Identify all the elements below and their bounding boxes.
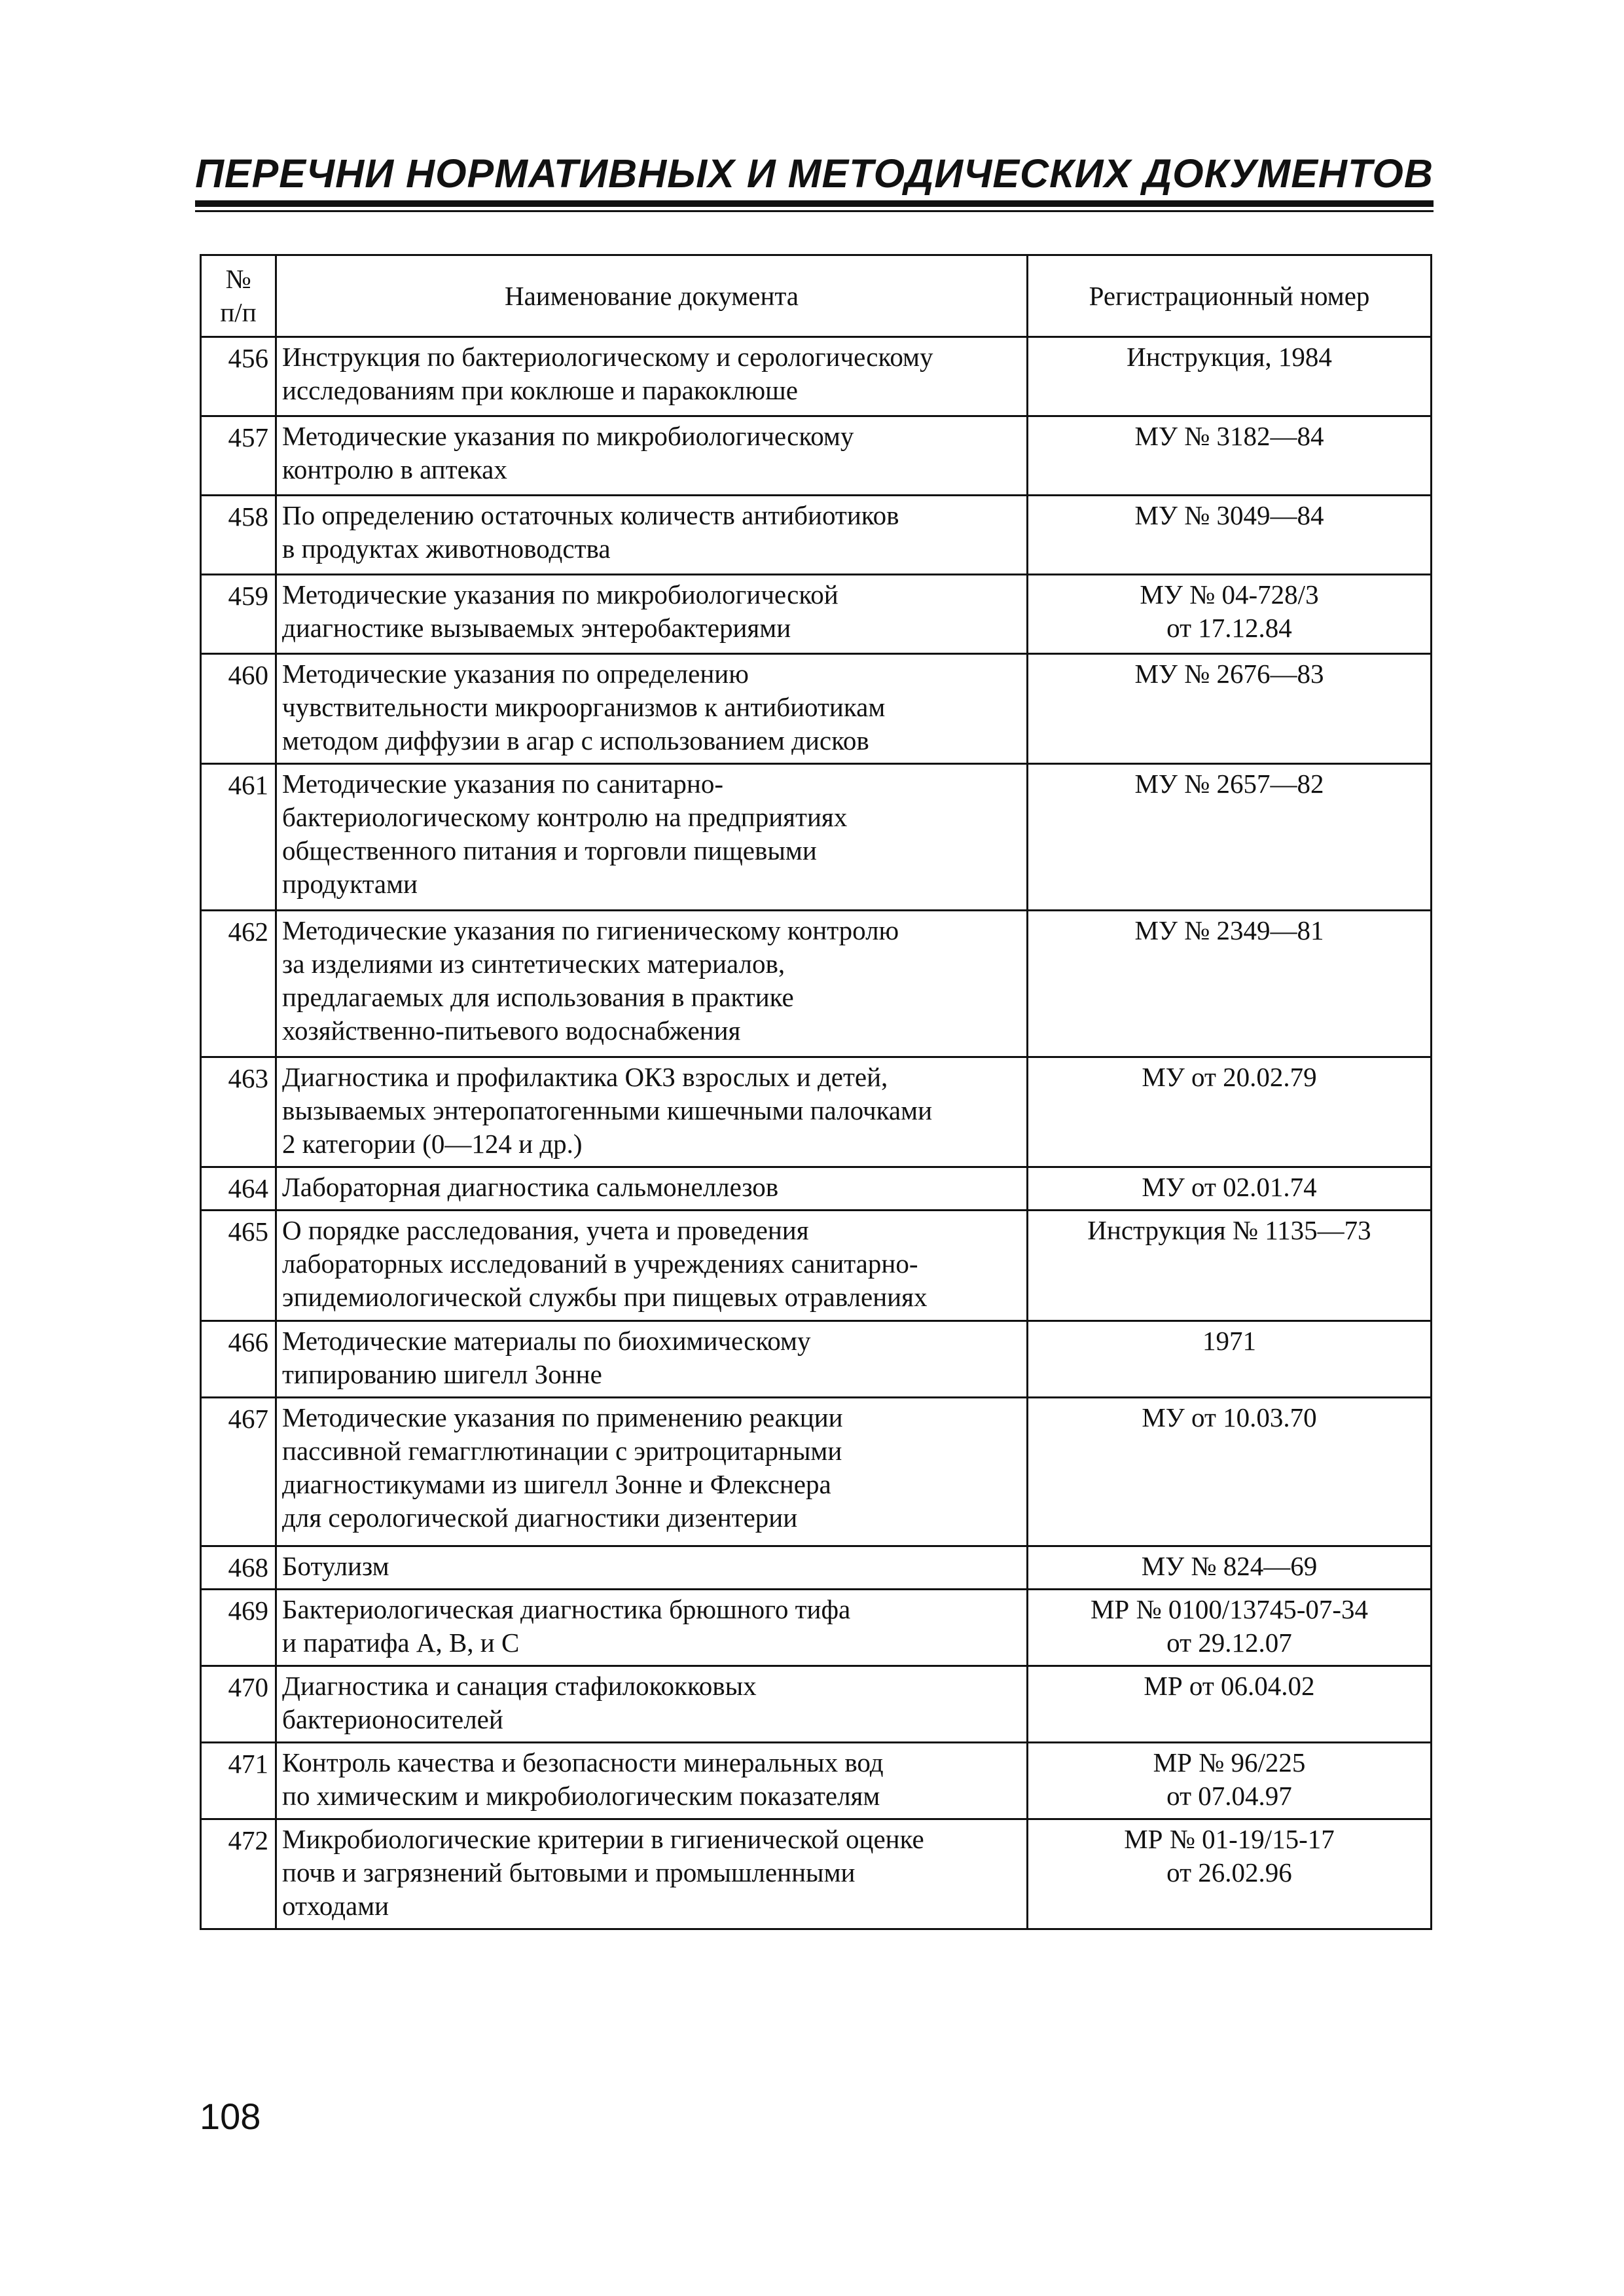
row-number: 472 — [201, 1819, 276, 1929]
header-name: Наименование документа — [276, 255, 1028, 337]
document-name: Диагностика и санация стафилококковых бактерионосителей — [276, 1666, 1028, 1743]
registration-number: МУ № 3049—84 — [1028, 496, 1432, 575]
table-row — [201, 1666, 1432, 1743]
table-row — [201, 1167, 1432, 1211]
registration-number: 1971 — [1028, 1321, 1432, 1398]
row-number: 461 — [201, 764, 276, 911]
document-name: Контроль качества и безопасности минеральных вод по химическим и микробиологическим показателям — [276, 1743, 1028, 1819]
registration-number: МР № 96/225 от 07.04.97 — [1028, 1743, 1432, 1819]
header-rule-thin — [195, 210, 1434, 212]
document-name: Диагностика и профилактика ОКЗ взрослых и детей, вызываемых энтеропатогенными кишечными палочками 2 категории (0—124 и др.) — [276, 1057, 1028, 1167]
registration-number: МУ от 02.01.74 — [1028, 1167, 1432, 1211]
table-row — [201, 1590, 1432, 1666]
document-name: Методические указания по гигиеническому контролю за изделиями из синтетических материалов, предлагаемых для использования в практике хозяйственно-питьевого водоснабжения — [276, 911, 1028, 1057]
row-number: 462 — [201, 911, 276, 1057]
registration-number: МУ № 2676—83 — [1028, 654, 1432, 764]
document-name: Методические указания по применению реакции пассивной гемагглютинации с эритроцитарными диагностикумами из шигелл Зонне и Флекснера для серологической диагностики дизентерии — [276, 1398, 1028, 1546]
table-row — [201, 1321, 1432, 1398]
document-name: Инструкция по бактериологическому и серологическому исследованиям при коклюше и паракоклюше — [276, 337, 1028, 416]
row-number: 465 — [201, 1211, 276, 1321]
document-name: Методические указания по определению чувствительности микроорганизмов к антибиотикам методом диффузии в агар с использованием дисков — [276, 654, 1028, 764]
registration-number: Инструкция, 1984 — [1028, 337, 1432, 416]
row-number: 469 — [201, 1590, 276, 1666]
row-number: 471 — [201, 1743, 276, 1819]
page-header — [195, 149, 1434, 212]
table-row — [201, 1819, 1432, 1929]
registration-number: Инструкция № 1135—73 — [1028, 1211, 1432, 1321]
row-number: 467 — [201, 1398, 276, 1546]
row-number: 466 — [201, 1321, 276, 1398]
table-row — [201, 337, 1432, 416]
table-row — [201, 1546, 1432, 1590]
table-row — [201, 911, 1432, 1057]
registration-number: МР № 0100/13745-07-34 от 29.12.07 — [1028, 1590, 1432, 1666]
header-reg: Регистрационный номер — [1028, 255, 1432, 337]
registration-number: МУ № 3182—84 — [1028, 416, 1432, 496]
table-row — [201, 416, 1432, 496]
registration-number: МУ от 20.02.79 — [1028, 1057, 1432, 1167]
row-number: 470 — [201, 1666, 276, 1743]
document-name: Методические указания по микробиологическому контролю в аптеках — [276, 416, 1028, 496]
registration-number: МУ № 04-728/3 от 17.12.84 — [1028, 575, 1432, 654]
table-row — [201, 1743, 1432, 1819]
registration-number: МУ № 2349—81 — [1028, 911, 1432, 1057]
table-row — [201, 654, 1432, 764]
table-row — [201, 1057, 1432, 1167]
table-row — [201, 1211, 1432, 1321]
row-number: 458 — [201, 496, 276, 575]
table-row — [201, 496, 1432, 575]
table-body — [201, 337, 1432, 1929]
table-header-row — [201, 255, 1432, 337]
document-name: Лабораторная диагностика сальмонеллезов — [276, 1167, 1028, 1211]
table-row — [201, 1398, 1432, 1546]
row-number: 459 — [201, 575, 276, 654]
page-title: ПЕРЕЧНИ НОРМАТИВНЫХ И МЕТОДИЧЕСКИХ ДОКУМЕНТОВ — [195, 151, 1434, 196]
document-name: Методические указания по микробиологической диагностике вызываемых энтеробактериями — [276, 575, 1028, 654]
table-row — [201, 764, 1432, 911]
document-name: Методические материалы по биохимическому типированию шигелл Зонне — [276, 1321, 1028, 1398]
row-number: 468 — [201, 1546, 276, 1590]
document-name: Микробиологические критерии в гигиенической оценке почв и загрязнений бытовыми и промышленными отходами — [276, 1819, 1028, 1929]
document-name: Методические указания по санитарно- бактериологическому контролю на предприятиях общественного питания и торговли пищевыми продуктами — [276, 764, 1028, 911]
document-name: О порядке расследования, учета и проведения лабораторных исследований в учреждениях санитарно- эпидемиологической службы при пищевых отравлениях — [276, 1211, 1028, 1321]
row-number: 464 — [201, 1167, 276, 1211]
registration-number: МР № 01-19/15-17 от 26.02.96 — [1028, 1819, 1432, 1929]
page-number: 108 — [200, 2096, 261, 2137]
registration-number: МУ от 10.03.70 — [1028, 1398, 1432, 1546]
documents-table — [200, 254, 1432, 1930]
registration-number: МР от 06.04.02 — [1028, 1666, 1432, 1743]
document-name: Бактериологическая диагностика брюшного тифа и паратифа А, В, и С — [276, 1590, 1028, 1666]
row-number: 460 — [201, 654, 276, 764]
document-name: По определению остаточных количеств антибиотиков в продуктах животноводства — [276, 496, 1028, 575]
row-number: 457 — [201, 416, 276, 496]
header-num: № п/п — [201, 255, 276, 337]
document-name: Ботулизм — [276, 1546, 1028, 1590]
row-number: 463 — [201, 1057, 276, 1167]
registration-number: МУ № 824—69 — [1028, 1546, 1432, 1590]
table-row — [201, 575, 1432, 654]
registration-number: МУ № 2657—82 — [1028, 764, 1432, 911]
header-rule-thick — [195, 200, 1434, 207]
row-number: 456 — [201, 337, 276, 416]
